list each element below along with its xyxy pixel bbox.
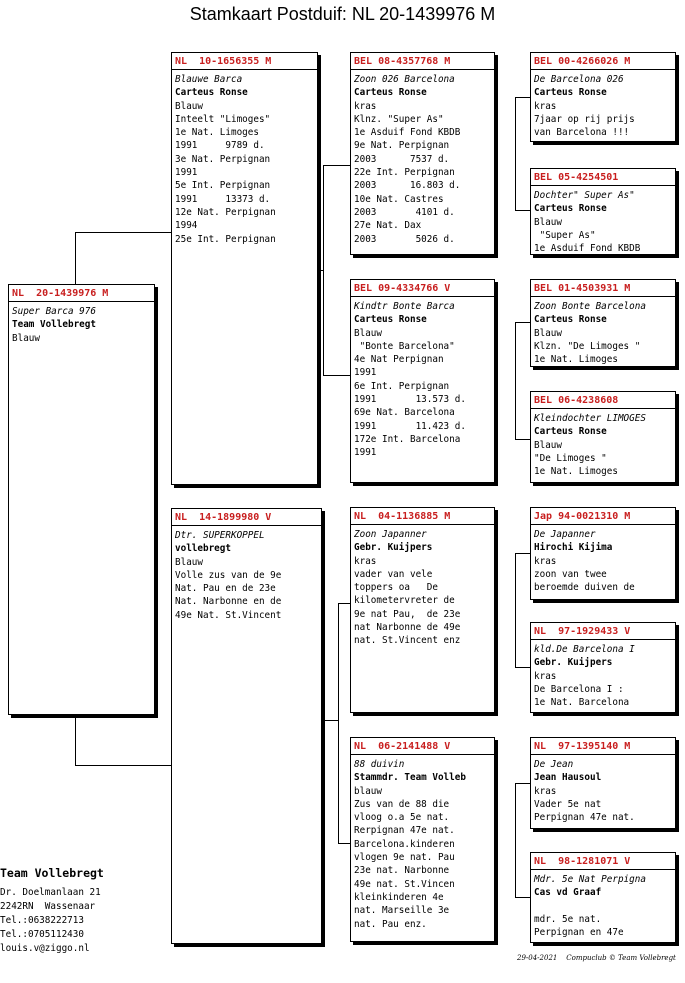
pedigree-detail-line: 49e nat. St.Vincen [354, 878, 455, 890]
breeder-name: Carteus Ronse [175, 87, 248, 99]
pigeon-name: De Barcelona 026 [534, 74, 624, 85]
ring-number: BEL 08-4357768 M [351, 55, 494, 70]
connector [515, 322, 516, 439]
ring-number: BEL 05-4254501 [531, 171, 675, 186]
pedigree-detail-line: 2003 16.803 d. [354, 180, 461, 192]
footer-phone: Tel.:0705112430 [0, 929, 84, 940]
connector [515, 553, 530, 554]
pedigree-detail-line: vloog o.a 5e nat. [354, 812, 450, 824]
pigeon-name: Dtr. SUPERKOPPEL [175, 530, 265, 541]
pedigree-detail-line: kleinkinderen 4e [354, 891, 444, 903]
pedigree-card-ffm[interactable] [530, 168, 676, 255]
pedigree-detail-line: 1991 9789 d. [175, 140, 265, 152]
pedigree-detail-line: Rerpignan 47e nat. [354, 825, 455, 837]
pedigree-detail-line: 10e Nat. Castres [354, 193, 444, 205]
pedigree-card-mff[interactable] [530, 507, 676, 600]
pedigree-detail-line: kras [354, 100, 377, 112]
pedigree-detail-line: nat. Pau enz. [354, 918, 427, 930]
pedigree-detail-line: 1994 [175, 220, 198, 232]
connector [515, 897, 530, 898]
breeder-name: vollebregt [175, 543, 231, 555]
footer-team-name: Team Vollebregt [0, 866, 104, 880]
pedigree-detail-line: nat Narbonne de 49e [354, 622, 461, 634]
pigeon-name: kld.De Barcelona I [534, 644, 635, 655]
ring-number: NL 06-2141488 V [351, 740, 494, 755]
pedigree-detail-line: 1991 13.573 d. [354, 394, 466, 406]
print-stamp: 29-04-2021 Compuclub © Team Vollebregt [517, 954, 676, 962]
pedigree-detail-line: 1991 [175, 167, 198, 179]
pedigree-card-mfm[interactable] [530, 622, 676, 713]
ring-number: BEL 09-4334766 V [351, 282, 494, 297]
pedigree-detail-line: van Barcelona !!! [534, 127, 630, 139]
connector [515, 97, 516, 210]
breeder-name: Carteus Ronse [534, 426, 607, 438]
pedigree-detail-line: Inteelt "Limoges" [175, 113, 271, 125]
pedigree-detail-line: 69e Nat. Barcelona [354, 407, 455, 419]
connector [75, 715, 76, 765]
connector [323, 375, 350, 376]
pedigree-detail-line: kilometervreter de [354, 595, 455, 607]
pedigree-detail-line: beroemde duiven de [534, 582, 635, 594]
pedigree-detail-line: 172e Int. Barcelona [354, 433, 461, 445]
pedigree-detail-line: Klzn. "De Limoges " [534, 340, 641, 352]
ring-number: Jap 94-0021310 M [531, 510, 675, 525]
pedigree-detail-line: 1e Asduif Fond KBDB [354, 127, 461, 139]
connector [515, 322, 530, 323]
pedigree-detail-line: 2003 7537 d. [354, 153, 450, 165]
pedigree-card-mother[interactable] [171, 508, 322, 944]
pedigree-detail-line: mdr. 5e nat. [534, 913, 602, 925]
connector [318, 270, 324, 271]
pedigree-detail-line: 1991 [354, 367, 377, 379]
breeder-name: Carteus Ronse [534, 203, 607, 215]
breeder-name: Cas vd Graaf [534, 887, 602, 899]
pedigree-detail-line: "De Limoges " [534, 452, 607, 464]
ring-number: BEL 06-4238608 [531, 394, 675, 409]
pedigree-detail-line: 1e Asduif Fond KBDB [534, 243, 641, 255]
pedigree-detail-line: Nat. Narbonne en de [175, 596, 282, 608]
pigeon-name: Kleindochter LIMOGES [534, 413, 646, 424]
pedigree-detail-line: kras [534, 785, 557, 797]
pedigree-detail-line: 23e nat. Narbonne [354, 865, 450, 877]
pedigree-detail-line: Perpignan 47e nat. [534, 812, 635, 824]
breeder-name: Carteus Ronse [354, 87, 427, 99]
pigeon-name: Mdr. 5e Nat Perpigna [534, 874, 646, 885]
pedigree-detail-line: 1991 13373 d. [175, 193, 271, 205]
ring-number: NL 14-1899980 V [172, 511, 321, 526]
pedigree-detail-line: 12e Nat. Perpignan [175, 206, 276, 218]
pedigree-detail-line: 1991 11.423 d. [354, 420, 466, 432]
connector [515, 97, 530, 98]
connector [75, 232, 171, 233]
connector [322, 720, 339, 721]
pedigree-detail-line: kras [534, 670, 557, 682]
pedigree-detail-line: Blauw [175, 100, 203, 112]
pigeon-name: 88 duivin [354, 759, 405, 770]
pedigree-card-mm[interactable] [350, 737, 495, 942]
pedigree-detail-line: 3e Nat. Perpignan [175, 153, 271, 165]
connector [323, 165, 350, 166]
pigeon-name: Zoon Japanner [354, 529, 427, 540]
connector [515, 667, 530, 668]
footer-phone: Tel.:0638222713 [0, 915, 84, 926]
ring-number: NL 97-1395140 M [531, 740, 675, 755]
pigeon-name: Dochter" Super As" [534, 190, 635, 201]
breeder-name: Carteus Ronse [354, 314, 427, 326]
connector [515, 783, 530, 784]
pedigree-card-mmm[interactable] [530, 852, 676, 943]
pedigree-detail-line: Barcelona.kinderen [354, 838, 455, 850]
pedigree-detail-line: Blauw [354, 327, 382, 339]
pedigree-detail-line: nat. St.Vincent enz [354, 635, 461, 647]
pedigree-detail-line: Nat. Pau en de 23e [175, 583, 276, 595]
pedigree-detail-line: 2003 5026 d. [354, 233, 455, 245]
pedigree-detail-line: 27e Nat. Dax [354, 220, 422, 232]
pedigree-detail-line: Zus van de 88 die [354, 798, 450, 810]
pedigree-card-mmf[interactable] [530, 737, 676, 829]
pedigree-card-fmm[interactable] [530, 391, 676, 483]
pedigree-detail-line: 25e Int. Perpignan [175, 233, 276, 245]
pedigree-detail-line: toppers oa De [354, 582, 438, 594]
pedigree-detail-line: 6e Int. Perpignan [354, 380, 450, 392]
pedigree-detail-line: 9e Nat. Perpignan [354, 140, 450, 152]
pedigree-detail-line: Blauw [534, 216, 562, 228]
page-title: Stamkaart Postduif: NL 20-1439976 M [189, 4, 496, 24]
pigeon-name: Super Barca 976 [12, 306, 96, 317]
footer-email[interactable]: louis.v@ziggo.nl [0, 943, 90, 954]
connector [338, 603, 339, 843]
pedigree-detail-line: Blauw [534, 439, 562, 451]
pedigree-detail-line: 49e Nat. St.Vincent [175, 609, 282, 621]
pedigree-detail-line: zoon van twee [534, 568, 607, 580]
pigeon-name: Kindtr Bonte Barca [354, 301, 455, 312]
pedigree-detail-line: 1e Nat. Limoges [534, 466, 618, 478]
pedigree-detail-line: Perpignan en 47e [534, 927, 624, 939]
pedigree-detail-line: nat. Marseille 3e [354, 905, 450, 917]
pedigree-detail-line: 1e Nat. Limoges [175, 127, 259, 139]
connector [515, 783, 516, 897]
pedigree-detail-line [534, 900, 672, 913]
pedigree-detail-line: kras [534, 555, 557, 567]
pedigree-detail-line: 1e Nat. Limoges [534, 354, 618, 366]
pedigree-detail-line: vlogen 9e nat. Pau [354, 852, 455, 864]
pedigree-detail-line: kras [534, 100, 557, 112]
footer-address-line: 2242RN Wassenaar [0, 901, 96, 912]
pedigree-card-ff[interactable] [350, 52, 495, 255]
pedigree-detail-line: kras [354, 555, 377, 567]
pedigree-card-father[interactable] [171, 52, 318, 485]
pedigree-detail-line: 2003 4101 d. [354, 206, 455, 218]
connector [515, 439, 530, 440]
breeder-name: Team Vollebregt [12, 319, 96, 331]
pedigree-detail-line: 1e Nat. Barcelona [534, 697, 630, 709]
connector [75, 232, 76, 284]
connector [75, 765, 171, 766]
ring-number: NL 20-1439976 M [9, 287, 154, 302]
pedigree-detail-line: "Bonte Barcelona" [354, 340, 455, 352]
pigeon-name: Zoon Bonte Barcelona [534, 301, 646, 312]
ring-number: NL 04-1136885 M [351, 510, 494, 525]
pedigree-detail-line: vader van vele [354, 568, 433, 580]
connector [515, 210, 530, 211]
pedigree-detail-line: Klnz. "Super As" [354, 113, 444, 125]
breeder-name: Carteus Ronse [534, 314, 607, 326]
pedigree-detail-line: Blauw [534, 327, 562, 339]
pedigree-card-fm[interactable] [350, 279, 495, 483]
pigeon-name: De Jean [534, 759, 574, 770]
connector [338, 603, 350, 604]
pedigree-detail-line: Volle zus van de 9e [175, 569, 282, 581]
pedigree-card-fmf[interactable] [530, 279, 676, 367]
ring-number: NL 98-1281071 V [531, 855, 675, 870]
breeder-name: Hirochi Kijima [534, 542, 613, 554]
pedigree-detail-line: Blauw [175, 556, 203, 568]
pigeon-name: Blauwe Barca [175, 74, 243, 85]
breeder-name: Stammdr. Team Volleb [354, 772, 466, 784]
pedigree-card-fff[interactable] [530, 52, 676, 142]
connector [338, 843, 350, 844]
ring-number: BEL 00-4266026 M [531, 55, 675, 70]
pedigree-detail-line: "Super As" [534, 229, 596, 241]
pedigree-detail-line: 1991 [354, 447, 377, 459]
pedigree-detail-line: Vader 5e nat [534, 798, 602, 810]
breeder-name: Jean Hausoul [534, 772, 602, 784]
connector [515, 553, 516, 667]
ring-number: NL 10-1656355 M [172, 55, 317, 70]
pigeon-name: De Japanner [534, 529, 596, 540]
pedigree-detail-line: 22e Int. Perpignan [354, 167, 455, 179]
ring-number: NL 97-1929433 V [531, 625, 675, 640]
pedigree-card-mf[interactable] [350, 507, 495, 713]
pedigree-detail-line: Blauw [12, 332, 40, 344]
pedigree-detail-line: 5e Int. Perpignan [175, 180, 271, 192]
breeder-name: Gebr. Kuijpers [534, 657, 613, 669]
pigeon-name: Zoon 026 Barcelona [354, 74, 455, 85]
breeder-name: Carteus Ronse [534, 87, 607, 99]
pedigree-detail-line: blauw [354, 785, 382, 797]
footer-address-line: Dr. Doelmanlaan 21 [0, 887, 101, 898]
breeder-name: Gebr. Kuijpers [354, 542, 433, 554]
pedigree-detail-line: 4e Nat Perpignan [354, 354, 444, 366]
pedigree-card-subject[interactable] [8, 284, 155, 715]
pedigree-detail-line: 9e nat Pau, de 23e [354, 608, 461, 620]
pedigree-detail-line: De Barcelona I : [534, 683, 624, 695]
pedigree-detail-line: 7jaar op rij prijs [534, 113, 635, 125]
ring-number: BEL 01-4503931 M [531, 282, 675, 297]
